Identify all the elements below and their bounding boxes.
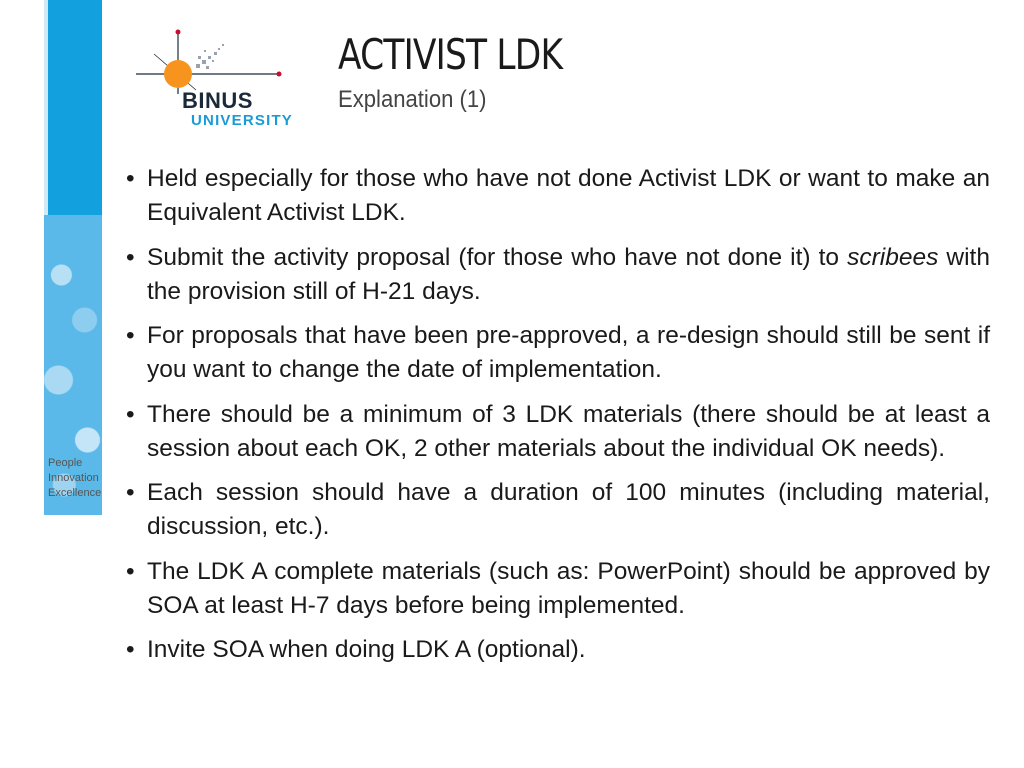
bullet-item xyxy=(126,319,990,387)
university-tagline xyxy=(48,456,101,501)
bullet-text: Invite SOA when doing LDK A (optional). xyxy=(147,636,586,663)
bullet-text: There should be a minimum of 3 LDK materials (there should be at least a session about each OK, 2 other materials about the individual OK needs). xyxy=(147,400,990,462)
left-sidebar-decoration xyxy=(0,0,102,768)
bullet-text-after: with the provision still of H-21 days. xyxy=(147,243,990,305)
bullet-item xyxy=(126,241,990,309)
bullet-text: The LDK A complete materials (such as: PowerPoint) should be approved by SOA at least H-7 days before being implemented. xyxy=(147,557,990,619)
tagline-line-excellence: Excellence xyxy=(48,487,102,499)
bullet-item xyxy=(126,162,990,230)
slide-title: ACTIVIST LDK xyxy=(338,30,563,79)
bullet-text: Held especially for those who have not done Activist LDK or want to make an Equivalent Activist LDK. xyxy=(147,165,990,226)
bullet-item xyxy=(126,476,990,544)
bullet-text-italic: scribees xyxy=(847,243,939,271)
tagline-line-people: People xyxy=(48,457,83,469)
bullet-dot: • xyxy=(126,479,135,506)
bullet-text: For proposals that have been pre-approved, a re-design should still be sent if you want to change the date of implementation. xyxy=(147,322,990,383)
bullet-item xyxy=(126,555,990,623)
tagline-line-innovation: Innovation xyxy=(48,472,99,484)
bullet-dot: • xyxy=(126,557,135,585)
bullet-dot: • xyxy=(126,322,135,349)
bullet-dot: • xyxy=(126,243,135,271)
bullet-dot: • xyxy=(126,165,135,192)
bullet-item xyxy=(126,633,990,667)
logo-wordmark-university: UNIVERSITY xyxy=(191,112,294,129)
logo-wordmark-binus: BINUS xyxy=(182,88,253,113)
bullet-text: Submit the activity proposal (for those who have not done it) to xyxy=(147,243,848,271)
slide-subtitle: Explanation (1) xyxy=(338,86,487,113)
bullet-item xyxy=(126,398,990,466)
bullet-list xyxy=(126,162,990,678)
bullet-dot: • xyxy=(126,636,135,663)
bullet-text: Each session should have a duration of 100 minutes (including material, discussion, etc.). xyxy=(147,479,990,540)
bullet-dot: • xyxy=(126,400,135,428)
